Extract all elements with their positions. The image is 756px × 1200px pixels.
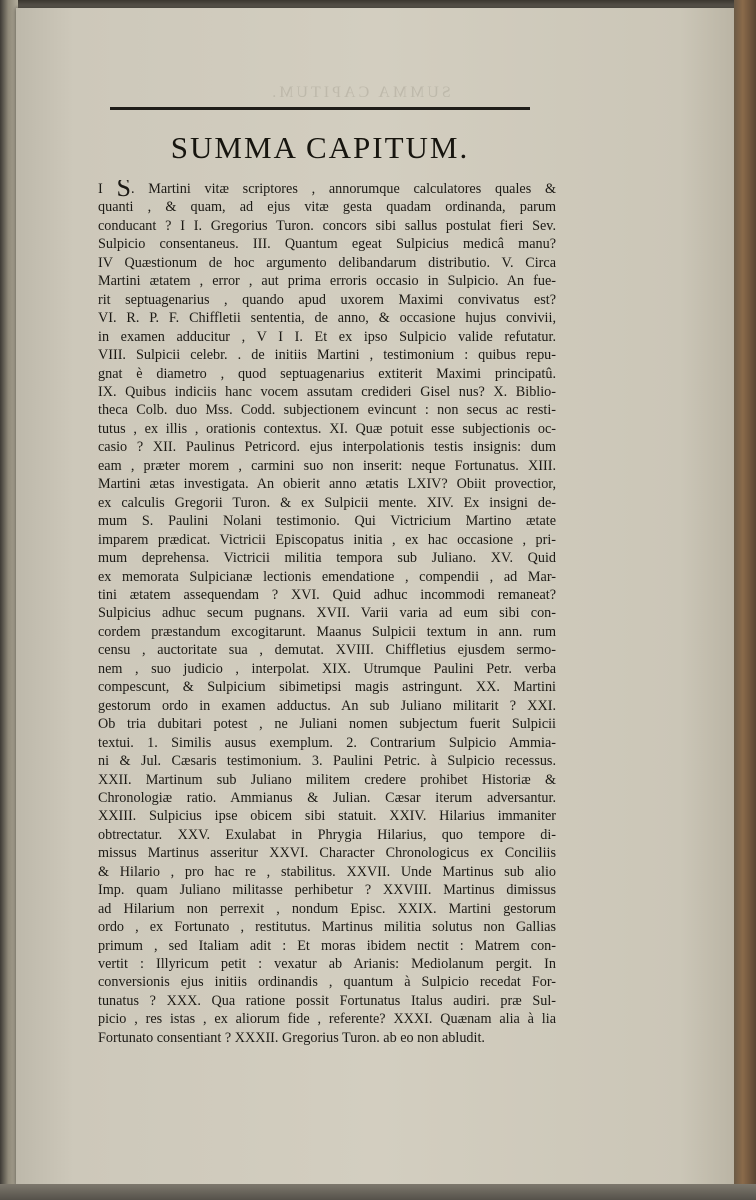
text-line: Imp. quam Juliano militasse perhibetur ? XXVIII. Martinus dimissus [98, 882, 556, 899]
text-line: tini ætatem assequendam ? XVI. Quid adhuc incommodi remaneat? [98, 586, 556, 603]
drop-cap: S [116, 180, 131, 199]
text-line: mum S. Paulini Nolani testimonio. Qui Victricium Martino ætate [98, 513, 556, 530]
text-line: Chronologiæ ratio. Ammianus & Julian. Cæsar iterum adversantur. [98, 789, 556, 806]
text-line: textui. 1. Similis ausus exemplum. 2. Contrarium Sulpicio Ammia- [98, 734, 556, 751]
text-line: picio , res istas , ex aliorum fide , referente? XXXI. Quænam alia à lia [98, 1011, 556, 1028]
page-title: SUMMA CAPITUM. [170, 130, 470, 165]
text-line: conversionis ejus initiis ordinandis , quantum à Sulpicio recedat For- [98, 974, 556, 991]
text-line: ad Hilarium non perrexit , nondum Episc. XXIX. Martini gestorum [98, 900, 556, 917]
text-line: compescunt, & Sulpicium sibimetipsi magis astringunt. XX. Martini [98, 679, 556, 696]
text-line: & Hilario , pro hac re , stabilitus. XXVII. Unde Martinus sub alio [98, 863, 556, 880]
text-line: obtrectatur. XXV. Exulabat in Phrygia Hilarius, quo tempore di- [98, 826, 556, 843]
text-line: censu , auctoritate sua , demutat. XVIII. Chiffletius ejusdem sermo- [98, 642, 556, 659]
text-line: quanti , & quam, ad ejus vitæ gesta quadam ordinanda, parum [98, 199, 556, 216]
text-line: rit septuagenarius , quando apud uxorem Maximi convivatus est? [98, 291, 556, 308]
text-line: mum deprehensa. Victricii militia tempora sub Juliano. XV. Quid [98, 550, 556, 567]
text-line: Fortunato consentiant ? XXXII. Gregorius Turon. ab eo non abludit. [98, 1029, 485, 1046]
header-rule [110, 107, 530, 110]
text-line: Ob tria dubitari potest , ne Juliani nomen subjectum fuerit Sulpicii [98, 716, 556, 733]
text-line: Sulpicio consentaneus. III. Quantum egeat Sulpicius medicâ manu? [98, 236, 556, 253]
text-line: eam , præter morem , carmini suo non inserit: neque Fortunatus. XIII. [98, 457, 556, 474]
text-line: cordem præstandum excogitarunt. Maanus Sulpicii textum in ann. rum [98, 623, 556, 640]
show-through-running-head: SUMMA CAPITUM. [269, 84, 451, 101]
text-line: VI. R. P. F. Chiffletii sententia, de anno, & occasione hujus convivii, [98, 310, 556, 327]
text-line: gestorum ordo in examen adductus. An sub Juliano militarit ? XXI. [98, 697, 556, 714]
text-line: missus Martinus asseritur XXVI. Character Chronologicus ex Conciliis [98, 845, 556, 862]
text-line: Martini ætas investigata. An obierit anno ætatis LXIV? Obiit provectior, [98, 476, 556, 493]
book-cover-edge [734, 0, 756, 1200]
text-line: I S. Martini vitæ scriptores , annorumque calculatores quales & [98, 180, 556, 198]
text-line: conducant ? I I. Gregorius Turon. concors sibi sallus postulat fieri Sev. [98, 217, 556, 234]
text-line: theca Colb. duo Mss. Codd. subjectionem evincunt : non secus ac resti- [98, 402, 556, 419]
text-line: ordo , ex Fortunato , restitutus. Martinus militia solutus non Gallias [98, 919, 556, 936]
text-line: Sulpicius adhuc secum pugnans. XVII. Varii varia ad eum sibi con- [98, 605, 556, 622]
text-line: XXII. Martinum sub Juliano militem credere prohibet Historiæ & [98, 771, 556, 788]
text-line: primum , sed Italiam adit : Et moras ibidem nectit : Matrem con- [98, 937, 556, 954]
text-line: XXIII. Sulpicius ipse obicem sibi statuit. XXIV. Hilarius immaniter [98, 808, 556, 825]
text-line: Martini ætatem , error , aut prima erroris occasio in Sulpicio. An fue- [98, 273, 556, 290]
text-line: in examen adducitur , V I I. Et ex ipso Sulpicio valide refutatur. [98, 328, 556, 345]
text-line: tunatus ? XXX. Qua ratione possit Fortunatus Italus audiri. præ Sul- [98, 992, 556, 1009]
text-line: nem , suo judicio , interpolat. XIX. Utrumque Paulini Petr. verba [98, 660, 556, 677]
text-line: vertit : Illyricum petit : vexatur ab Arianis: Mediolanum pergit. In [98, 956, 556, 973]
text-line: imparem prædicat. Victricii Episcopatus initia , ex hac occasione , pri- [98, 531, 556, 548]
text-line: tutus , ex illis , orationis contextus. XI. Quæ potuit esse subjectionis oc- [98, 420, 556, 437]
text-line: casio ? XII. Paulinus Petricord. ejus interpolationis testis insignis: dum [98, 439, 556, 456]
text-line: VIII. Sulpicii celebr. . de initiis Martini , testimonium : quibus repu- [98, 347, 556, 364]
text-line: IX. Quibus indiciis hanc vocem assutam credideri Gisel nus? X. Biblio- [98, 383, 556, 400]
chapter-summary-text [98, 180, 556, 1047]
text-line: ex memorata Sulpicianæ lectionis emendatione , compendii , ad Mar- [98, 568, 556, 585]
bottom-page-edge [0, 1184, 756, 1200]
text-line: ni & Jul. Cæsaris testimonium. 3. Paulini Petric. à Sulpicio recessus. [98, 753, 556, 770]
text-line: gnat è diametro , quod septuagenarius extiterit Maximi principatû. [98, 365, 556, 382]
text-line: ex calculis Gregorii Turon. & ex Sulpicii mente. XIV. Ex insigni de- [98, 494, 556, 511]
text-line: IV Quæstionum de hoc argumento delibandarum distributio. V. Circa [98, 254, 556, 271]
